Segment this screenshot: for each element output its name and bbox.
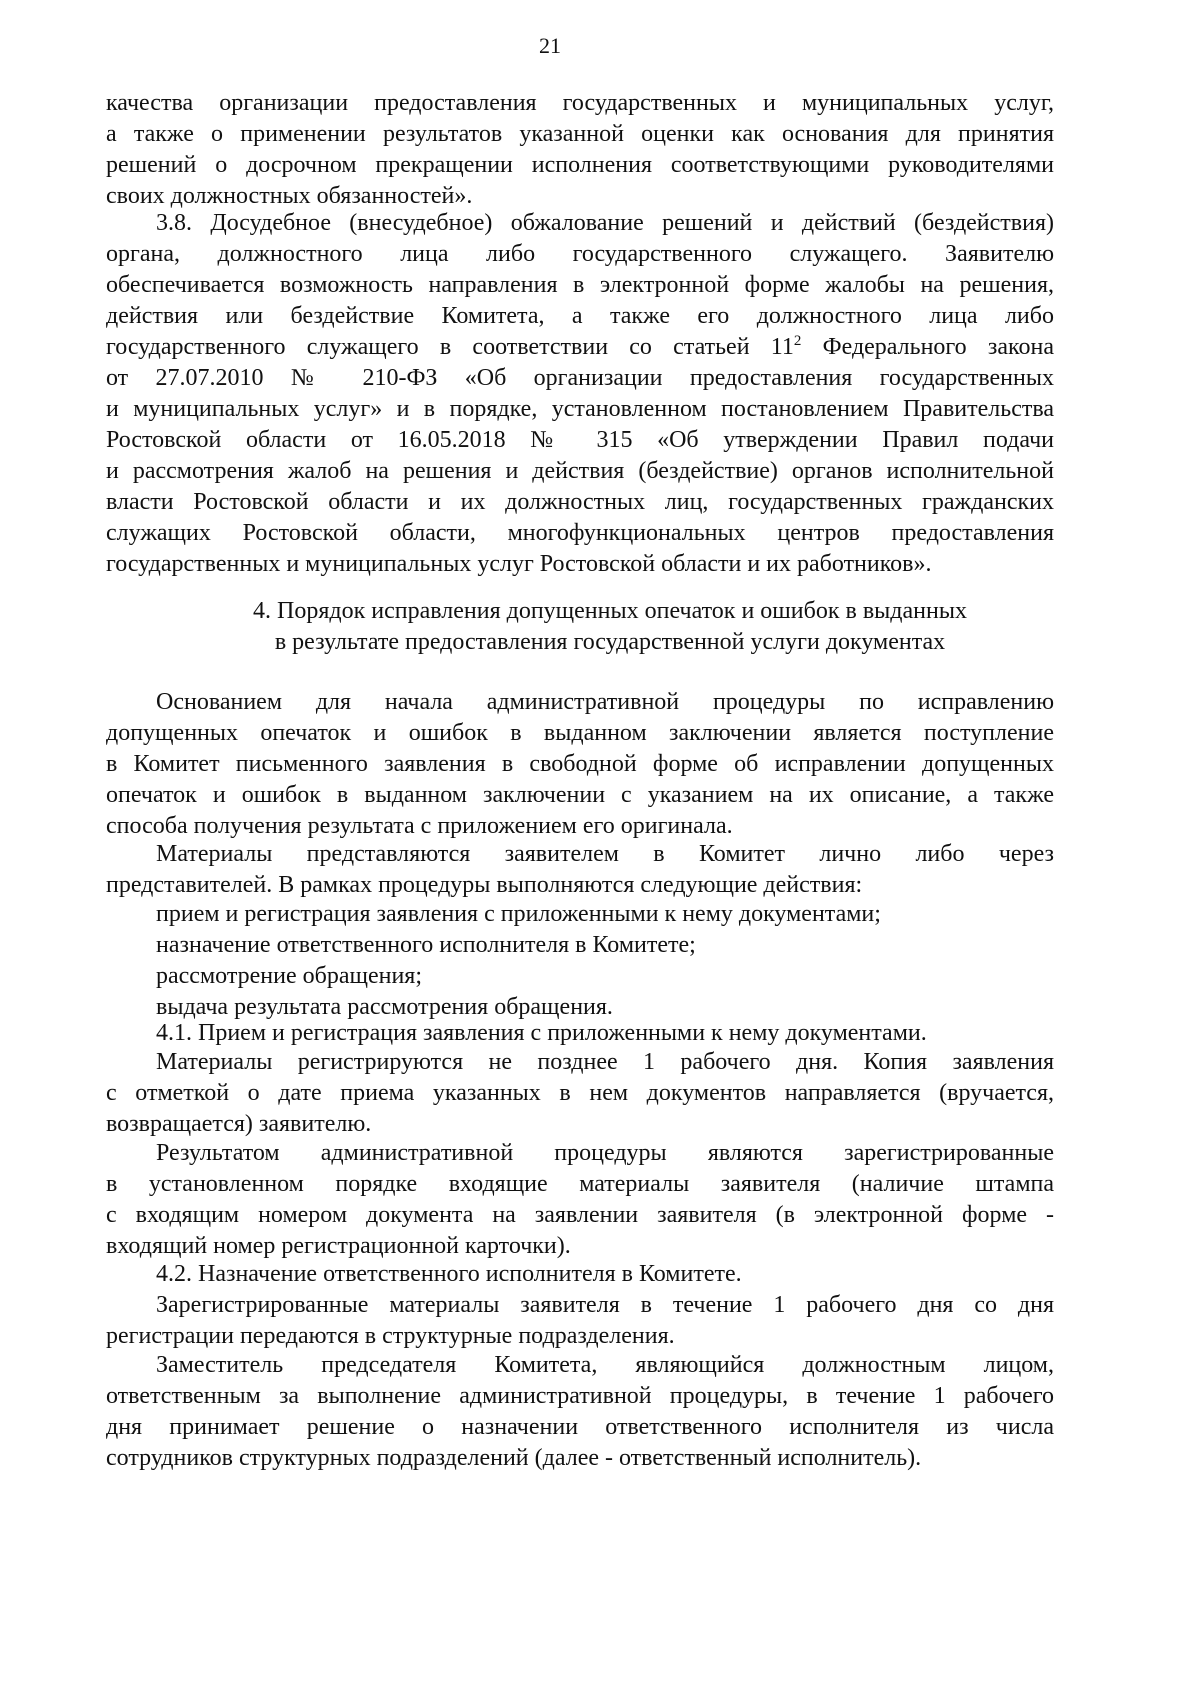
paragraph-basis bbox=[106, 687, 1054, 842]
text-line: 4.2. Назначение ответственного исполнителя в Комитете. bbox=[156, 1261, 742, 1287]
list-item: рассмотрение обращения; bbox=[156, 963, 422, 989]
text-line: возвращается) заявителю. bbox=[106, 1111, 372, 1137]
list-item: назначение ответственного исполнителя в Комитете; bbox=[156, 932, 696, 958]
text-line: и рассмотрения жалоб на решения и действия (бездействие) органов исполнительной bbox=[106, 458, 1054, 484]
text-line: органа, должностного лица либо государственного служащего. Заявителю bbox=[106, 241, 1054, 267]
text-line: Зарегистрированные материалы заявителя в течение 1 рабочего дня со дня bbox=[156, 1292, 1054, 1318]
text-line: Результатом административной процедуры являются зарегистрированные bbox=[156, 1140, 1054, 1166]
heading-line: в результате предоставления государственной услуги документах bbox=[274, 629, 946, 655]
text-line: Ростовской области от 16.05.2018 № 315 «Об утверждении Правил подачи bbox=[106, 427, 1054, 453]
text-fragment: Федерального закона bbox=[801, 334, 1054, 360]
actions-list bbox=[106, 899, 1054, 1023]
text-line: действия или бездействие Комитета, а также его должностного лица либо bbox=[106, 303, 1054, 329]
heading-line: 4. Порядок исправления допущенных опечаток и ошибок в выданных bbox=[253, 598, 967, 624]
text-line: Материалы регистрируются не позднее 1 рабочего дня. Копия заявления bbox=[156, 1049, 1054, 1075]
text-line: в Комитет письменного заявления в свободной форме об исправлении допущенных bbox=[106, 751, 1054, 777]
text-line: Заместитель председателя Комитета, являющийся должностным лицом, bbox=[156, 1352, 1054, 1378]
text-line: государственных и муниципальных услуг Ростовской области и их работников». bbox=[106, 551, 932, 577]
text-line: и муниципальных услуг» и в порядке, установленном постановлением Правительства bbox=[106, 396, 1054, 422]
text-line: власти Ростовской области и их должностных лиц, государственных гражданских bbox=[106, 489, 1054, 515]
paragraph-4-1 bbox=[106, 1018, 1054, 1049]
paragraph-deputy bbox=[106, 1350, 1054, 1474]
text-line: 4.1. Прием и регистрация заявления с приложенными к нему документами. bbox=[156, 1020, 927, 1046]
text-line: с отметкой о дате приема указанных в нем документов направляется (вручается, bbox=[106, 1080, 1054, 1106]
page-number: 21 bbox=[539, 33, 561, 58]
paragraph-materials bbox=[106, 839, 1054, 901]
list-item: выдача результата рассмотрения обращения. bbox=[156, 994, 613, 1020]
text-line: Материалы представляются заявителем в Комитет лично либо через bbox=[156, 841, 1054, 867]
text-line-with-superscript bbox=[106, 332, 1054, 363]
text-line: своих должностных обязанностей». bbox=[106, 183, 473, 209]
list-item: прием и регистрация заявления с приложенными к нему документами; bbox=[156, 901, 881, 927]
text-line: допущенных опечаток и ошибок в выданном заключении является поступление bbox=[106, 720, 1054, 746]
paragraph-4-2 bbox=[106, 1259, 1054, 1290]
text-line: обеспечивается возможность направления в электронной форме жалобы на решения, bbox=[106, 272, 1054, 298]
text-line: регистрации передаются в структурные подразделения. bbox=[106, 1323, 675, 1349]
text-line: качества организации предоставления государственных и муниципальных услуг, bbox=[106, 90, 1054, 116]
text-line: сотрудников структурных подразделений (далее - ответственный исполнитель). bbox=[106, 1445, 922, 1471]
text-line: с входящим номером документа на заявлении заявителя (в электронной форме - bbox=[106, 1202, 1054, 1228]
text-line: представителей. В рамках процедуры выполняются следующие действия: bbox=[106, 872, 863, 898]
paragraph-registration bbox=[106, 1047, 1054, 1140]
text-line: ответственным за выполнение административной процедуры, в течение 1 рабочего bbox=[106, 1383, 1054, 1409]
text-line: в установленном порядке входящие материалы заявителя (наличие штампа bbox=[106, 1171, 1054, 1197]
section-heading bbox=[215, 596, 1005, 658]
text-line: 3.8. Досудебное (внесудебное) обжалование решений и действий (бездействия) bbox=[156, 210, 1054, 236]
paragraph-transfer bbox=[106, 1290, 1054, 1352]
text-line: от 27.07.2010 № 210-ФЗ «Об организации предоставления государственных bbox=[106, 365, 1054, 391]
superscript: 2 bbox=[793, 333, 802, 349]
paragraph-result bbox=[106, 1138, 1054, 1262]
text-line: служащих Ростовской области, многофункциональных центров предоставления bbox=[106, 520, 1054, 546]
paragraph-continuation bbox=[106, 88, 1054, 212]
paragraph-3-8 bbox=[106, 208, 1054, 580]
text-line: а также о применении результатов указанной оценки как основания для принятия bbox=[106, 121, 1054, 147]
text-line: способа получения результата с приложением его оригинала. bbox=[106, 813, 733, 839]
text-line: входящий номер регистрационной карточки). bbox=[106, 1233, 571, 1259]
text-line: опечаток и ошибок в выданном заключении с указанием на их описание, а также bbox=[106, 782, 1054, 808]
text-fragment: государственного служащего в соответствии со статьей 11 bbox=[106, 334, 794, 360]
text-line: Основанием для начала административной процедуры по исправлению bbox=[156, 689, 1054, 715]
text-line: решений о досрочном прекращении исполнения соответствующими руководителями bbox=[106, 152, 1054, 178]
text-line: дня принимает решение о назначении ответственного исполнителя из числа bbox=[106, 1414, 1054, 1440]
